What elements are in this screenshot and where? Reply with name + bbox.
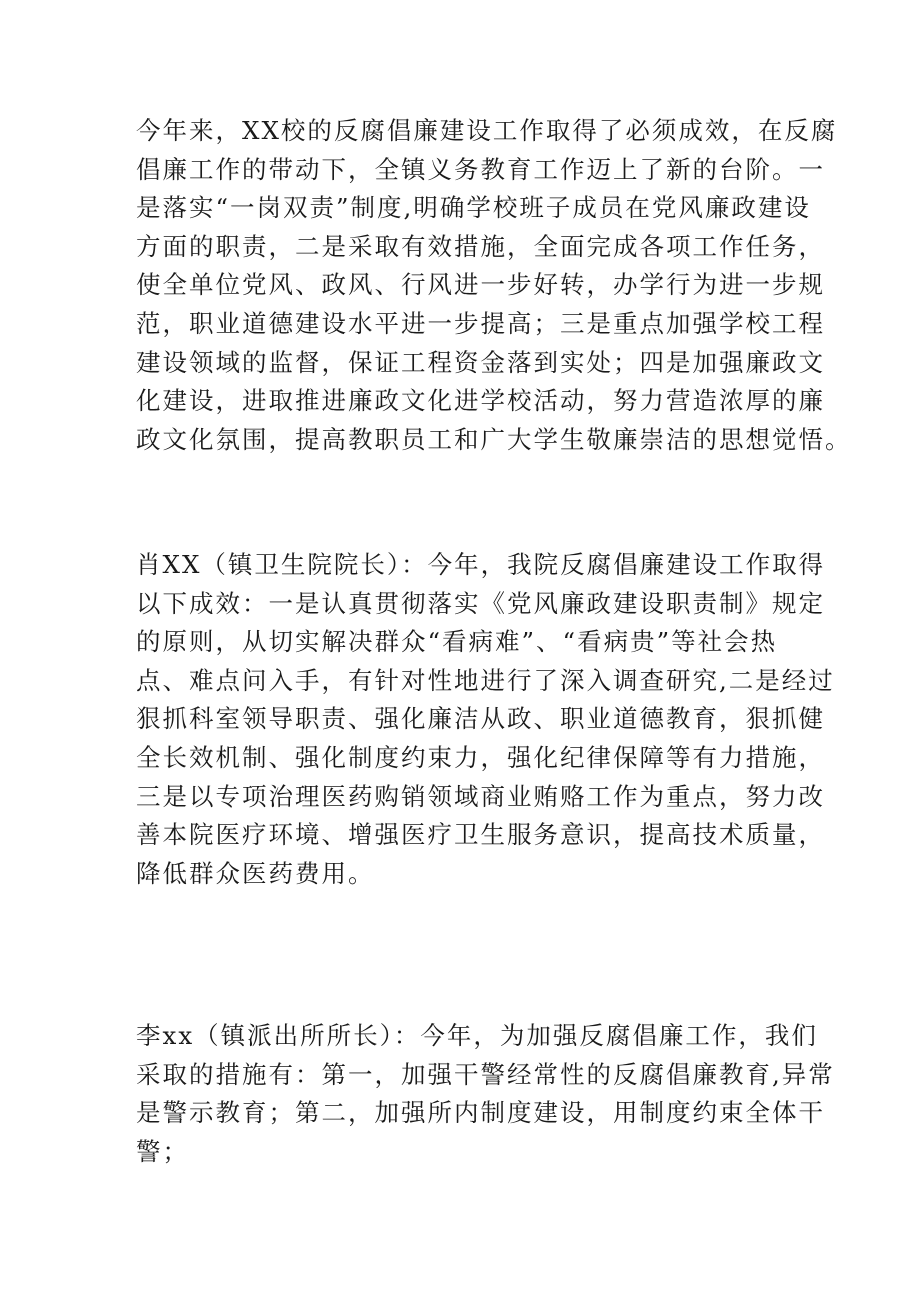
paragraph-line: 点、难点问入手，有针对性地进行了深入调查研究,二是经过: [136, 665, 835, 695]
paragraph-line: 警；: [136, 1136, 189, 1166]
paragraph-line: 肖XX（镇卫生院院长）：今年，我院反腐倡廉建设工作取得: [136, 550, 826, 579]
paragraph-line: 李xx（镇派出所所长）：今年，为加强反腐倡廉工作，我们: [136, 1021, 818, 1050]
paragraph-health-center-report: [136, 546, 835, 893]
paragraph-line: 降低群众医药费用。: [136, 858, 375, 888]
paragraph-line: 建设领域的监督，保证工程资金落到实处；四是加强廉政文: [136, 347, 825, 377]
paragraph-line: 三是以专项治理医药购销领域商业贿赂工作为重点，努力改: [136, 781, 825, 811]
paragraph-line: 狠抓科室领导职责、强化廉洁从政、职业道德教育，狠抓健: [136, 704, 825, 734]
paragraph-line: 化建设，进取推进廉政文化进学校活动，努力营造浓厚的廉: [136, 386, 825, 416]
paragraph-line: 倡廉工作的带动下，全镇义务教育工作迈上了新的台阶。一: [136, 154, 825, 184]
paragraph-police-station-report: [136, 1017, 835, 1171]
paragraph-line: 是警示教育；第二，加强所内制度建设，用制度约束全体干: [136, 1098, 825, 1128]
paragraph-line: 善本院医疗环境、增强医疗卫生服务意识，提高技术质量，: [136, 820, 825, 850]
paragraph-line: 范，职业道德建设水平进一步提高；三是重点加强学校工程: [136, 308, 825, 338]
paragraph-line: 政文化氛围，提高教职员工和广大学生敬廉崇洁的思想觉悟。: [136, 424, 852, 454]
paragraph-school-report: [136, 112, 852, 459]
paragraph-line: 方面的职责，二是采取有效措施，全面完成各项工作任务，: [136, 231, 825, 261]
paragraph-line: 使全单位党风、政风、行风进一步好转，办学行为进一步规: [136, 270, 825, 300]
paragraph-line: 今年来，XX校的反腐倡廉建设工作取得了必须成效，在反腐: [136, 116, 838, 145]
paragraph-line: 以下成效：一是认真贯彻落实《党风廉政建设职责制》规定: [136, 588, 825, 618]
paragraph-line: 的原则，从切实解决群众“看病难”、“看病贵”等社会热: [136, 627, 778, 657]
paragraph-line: 采取的措施有：第一，加强干警经常性的反腐倡廉教育,异常: [136, 1059, 835, 1089]
paragraph-line: 是落实“一岗双责”制度,明确学校班子成员在党风廉政建设: [136, 193, 811, 223]
paragraph-line: 全长效机制、强化制度约束力，强化纪律保障等有力措施，: [136, 742, 825, 772]
